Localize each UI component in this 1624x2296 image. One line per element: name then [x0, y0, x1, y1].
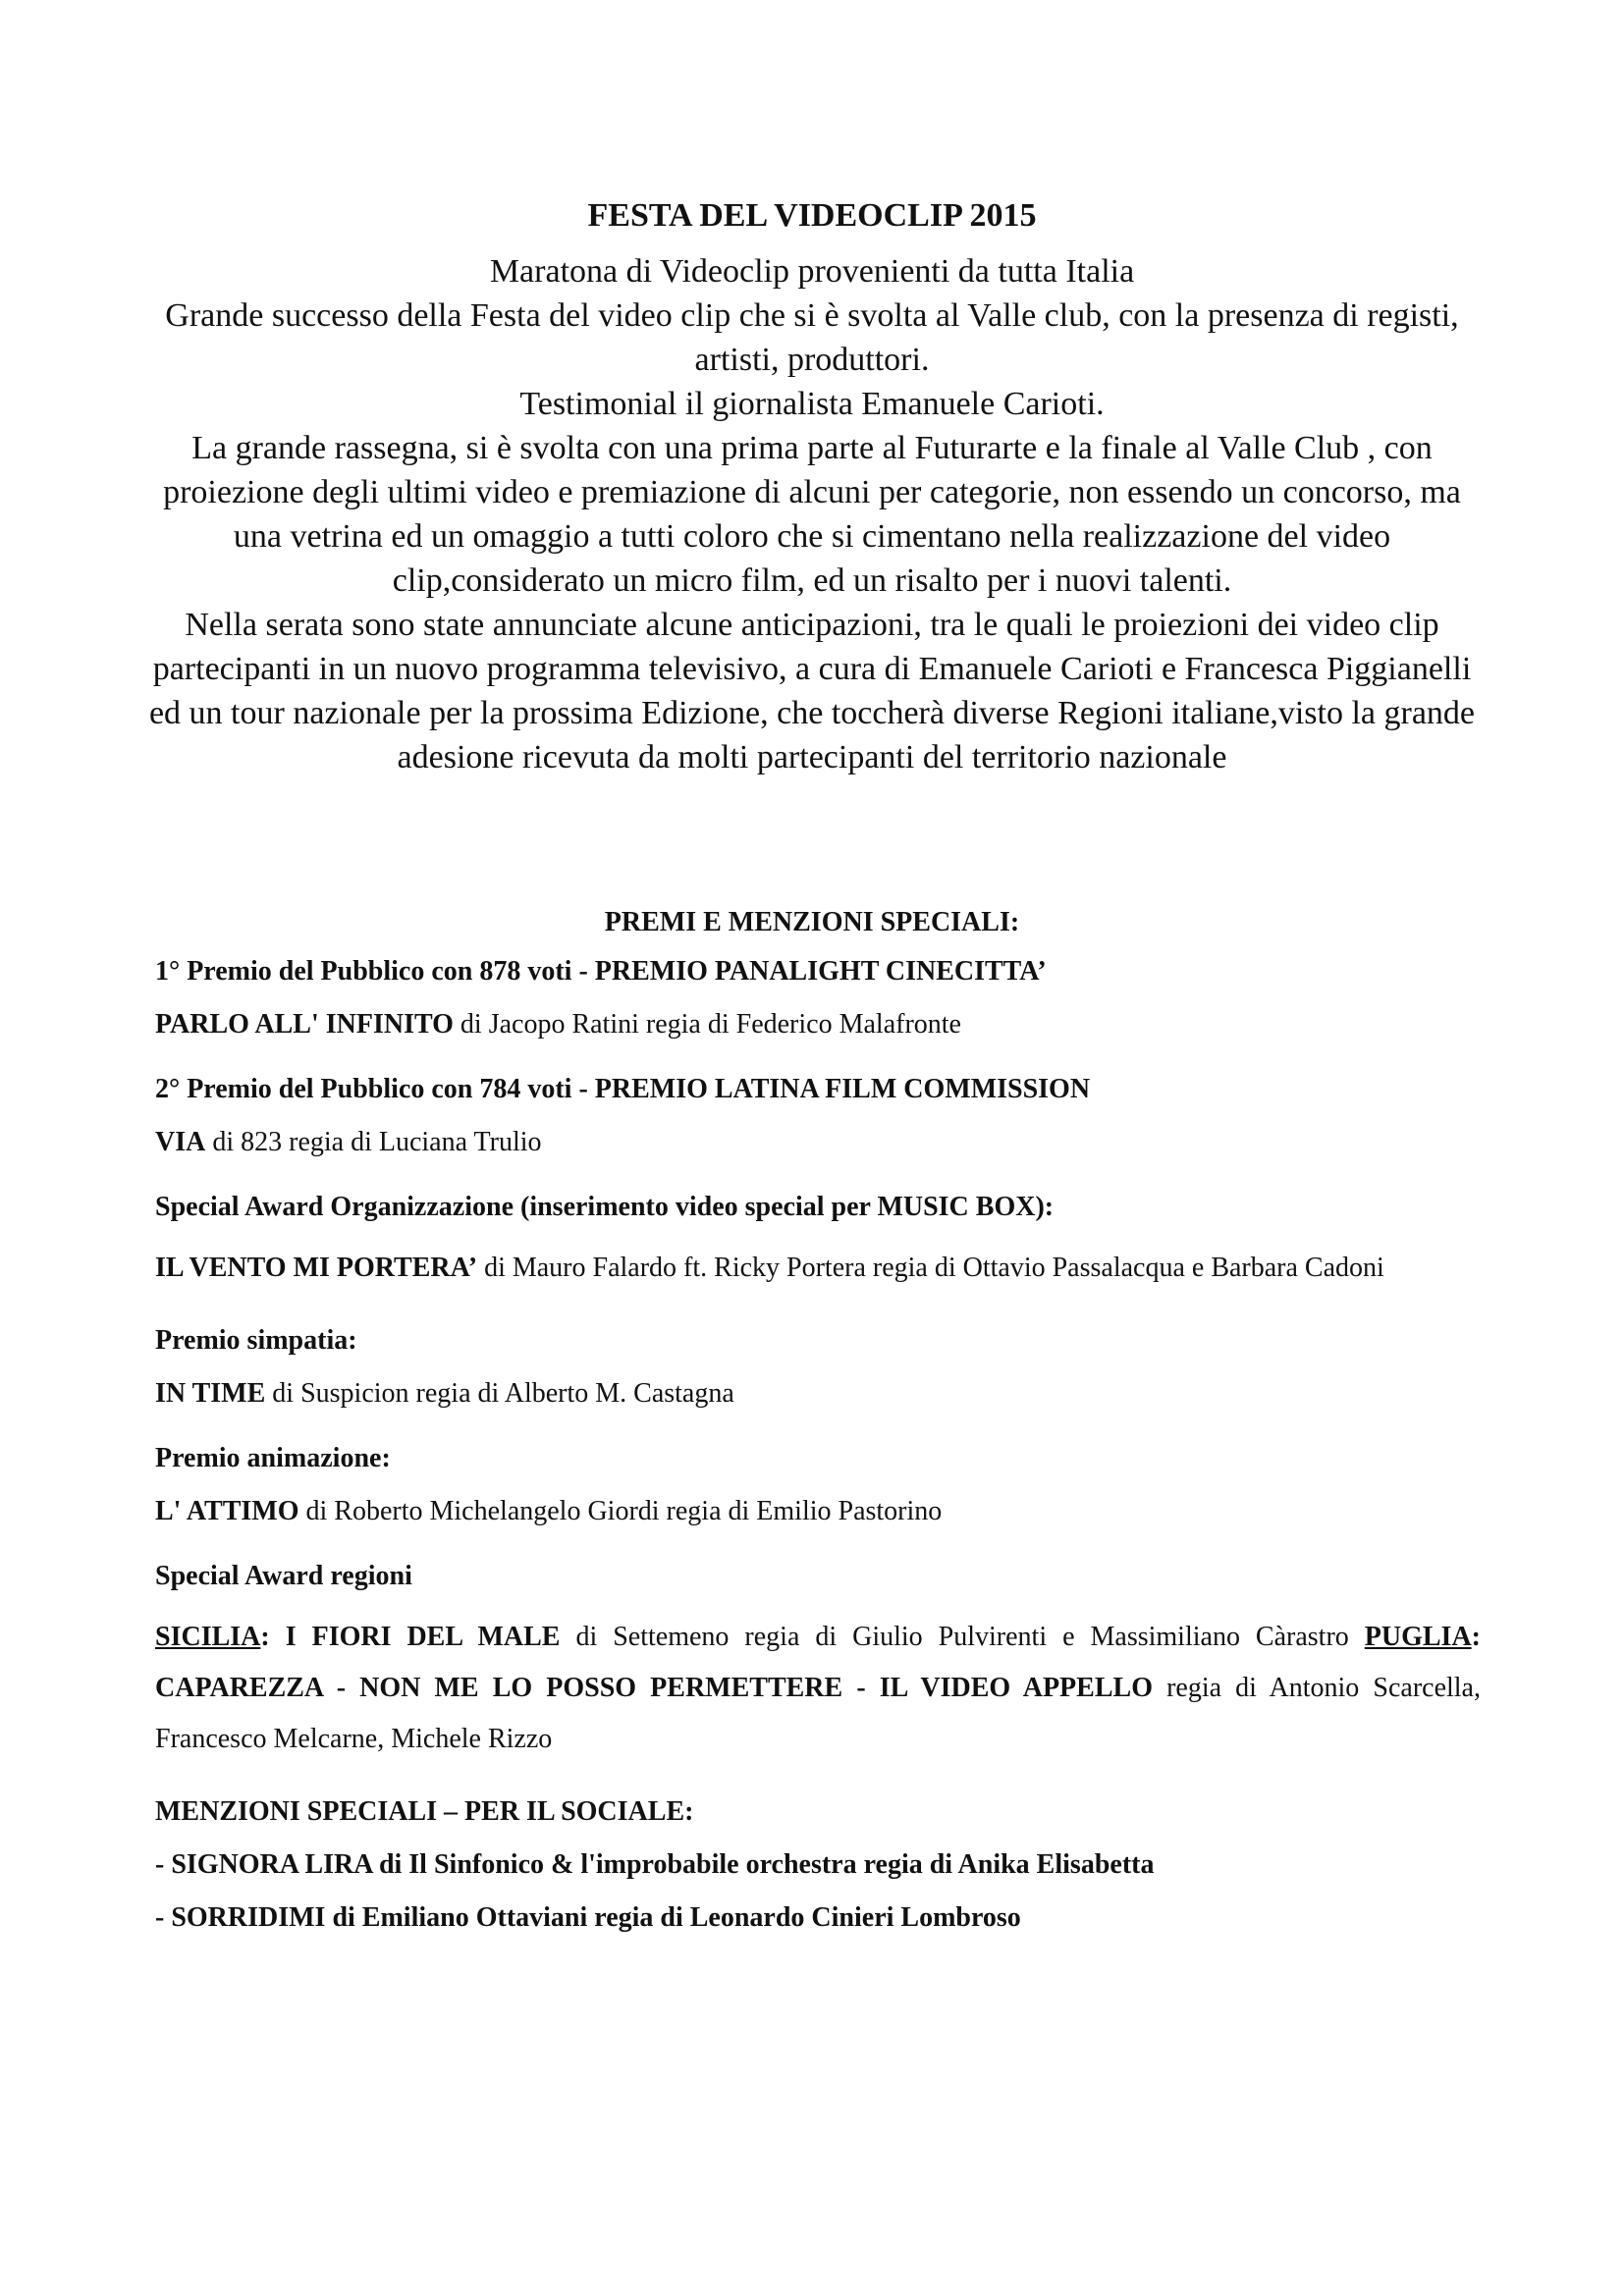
- award-title: Premio animazione:: [155, 1443, 391, 1473]
- award-work: [155, 1376, 1481, 1412]
- intro-paragraph: La grande rassegna, si è svolta con una prima parte al Futurarte e la finale al Valle Club , con proiezione degli ultimi video e premiazione di alcuni per categorie, non essendo un concorso, ma una vetrina ed un omaggio a tutti coloro che si cimentano nella realizzazione del video clip,considerato un micro film, ed un risalto per i nuovi talenti.: [163, 430, 1461, 599]
- intro-paragraph: Testimonial il giornalista Emanuele Carioti.: [519, 386, 1105, 422]
- work-title: I FIORI DEL MALE: [269, 1622, 561, 1652]
- award-title: MENZIONI SPECIALI – PER IL SOCIALE:: [155, 1796, 694, 1827]
- awards-list: [155, 954, 1481, 1965]
- regions-works: SICILIA: I FIORI DEL MALE di Settemeno regia di Giulio Pulvirenti e Massimiliano Càrastro PUGLIA: CAPAREZZA - NON ME LO POSSO PERMETTERE - IL VIDEO APPELLO regia di Antonio Scarcella, Francesco Melcarne, Michele Rizzo: [155, 1622, 1481, 1754]
- award-title: Special Award Organizzazione (inserimento video special per MUSIC BOX):: [155, 1192, 1055, 1222]
- award-work: [155, 1243, 1481, 1294]
- work-title: IL VENTO MI PORTERA’: [155, 1253, 478, 1283]
- award-item: [155, 1190, 1481, 1294]
- award-item: [155, 954, 1481, 1042]
- award-work: [155, 1494, 1481, 1529]
- region-label: SICILIA: [155, 1622, 261, 1652]
- social-mentions: [155, 1794, 1481, 1936]
- awards-heading: PREMI E MENZIONI SPECIALI:: [604, 907, 1020, 937]
- award-item: [155, 1323, 1481, 1412]
- work-credits: di Settemeno regia di Giulio Pulvirenti e Massimiliano Càrastro: [560, 1622, 1365, 1652]
- intro-paragraph: Nella serata sono state annunciate alcune anticipazioni, tra le quali le proiezioni dei video clip partecipanti in un nuovo programma televisivo, a cura di Emanuele Carioti e Francesca Piggianelli ed un tour nazionale per la prossima Edizione, che toccherà diverse Regioni italiane,visto la grande adesione ricevuta da molti partecipanti del territorio nazionale: [148, 607, 1476, 775]
- award-title: 2° Premio del Pubblico con 784 voti - PREMIO LATINA FILM COMMISSION: [155, 1074, 1091, 1104]
- work-title: VIA: [155, 1127, 206, 1157]
- region-label: PUGLIA: [1364, 1622, 1472, 1652]
- intro-subtitle: Maratona di Videoclip provenienti da tutta Italia: [489, 253, 1135, 290]
- work-title: IN TIME: [155, 1378, 266, 1409]
- work-credits: di 823 regia di Luciana Trulio: [205, 1127, 542, 1157]
- work-title: L' ATTIMO: [155, 1496, 299, 1526]
- intro-paragraph: Grande successo della Festa del video clip che si è svolta al Valle club, con la presenza di registi, artisti, produttori.: [165, 297, 1459, 378]
- document-title: FESTA DEL VIDEOCLIP 2015: [587, 197, 1037, 234]
- work-credits: regia di Antonio Scarcella, Francesco Melcarne, Michele Rizzo: [155, 1673, 1481, 1754]
- award-work: [155, 1125, 1481, 1160]
- intro-section: [147, 249, 1477, 779]
- work-credits: di Mauro Falardo ft. Ricky Portera regia di Ottavio Passalacqua e Barbara Cadoni: [477, 1253, 1384, 1283]
- award-title: Special Award regioni: [155, 1561, 412, 1591]
- award-work: [155, 1007, 1481, 1042]
- award-item: [155, 1072, 1481, 1160]
- work-title: PARLO ALL' INFINITO: [155, 1009, 454, 1040]
- work-credits: di Jacopo Ratini regia di Federico Malafronte: [453, 1009, 961, 1040]
- social-item: - SIGNORA LIRA di Il Sinfonico & l'improbabile orchestra regia di Anika Elisabetta: [155, 1849, 1155, 1880]
- work-title: CAPAREZZA - NON ME LO POSSO PERMETTERE - IL VIDEO APPELLO: [155, 1673, 1153, 1703]
- social-item: - SORRIDIMI di Emiliano Ottaviani regia di Leonardo Cinieri Lombroso: [155, 1902, 1021, 1933]
- regions-award: [155, 1559, 1481, 1765]
- work-credits: di Roberto Michelangelo Giordi regia di Emilio Pastorino: [298, 1496, 943, 1526]
- work-credits: di Suspicion regia di Alberto M. Castagna: [265, 1378, 734, 1409]
- award-title: Premio simpatia:: [155, 1325, 357, 1356]
- award-title: 1° Premio del Pubblico con 878 voti - PREMIO PANALIGHT CINECITTA’: [155, 956, 1047, 987]
- award-item: [155, 1441, 1481, 1529]
